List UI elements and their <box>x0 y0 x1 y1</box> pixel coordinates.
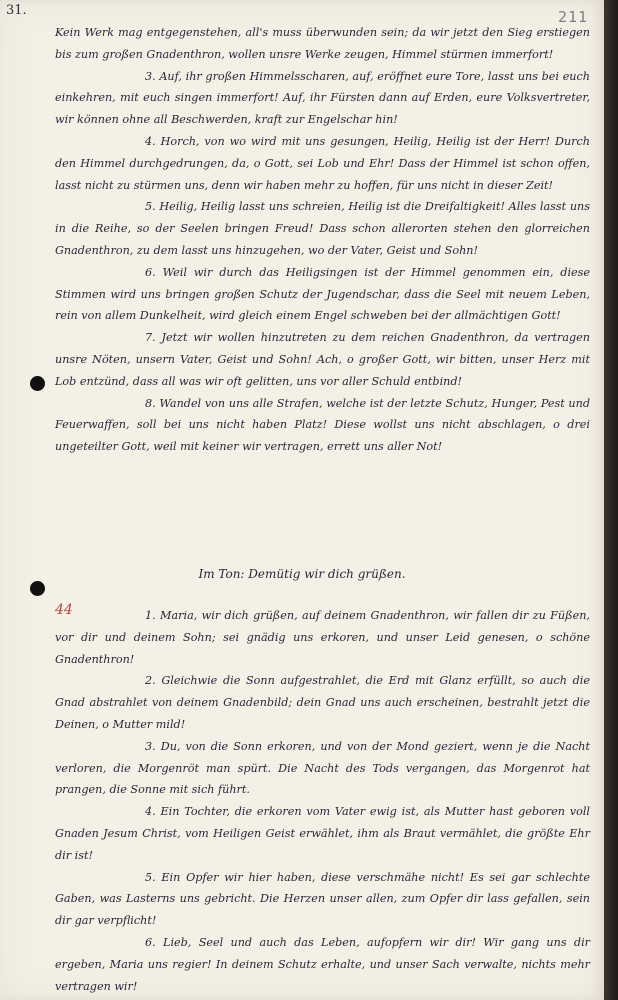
stanza-7: 7. Jetzt wir wollen hinzutreten zu dem reichen Gnadenthron, da vertragen unsre Nöten, unsern Vater, Geist und Sohn! Ach, o großer Gott, wir bitten, unser Herz mit Lob entzünd, dass all was wir oft gelitten, uns vor aller Schuld entbind! <box>55 331 590 388</box>
stanza-3: 3. Auf, ihr großen Himmelsscharen, auf, eröffnet eure Tore, lasst uns bei euch einkehren, mit euch singen immerfort! Auf, ihr Fürsten dann auf Erden, eure Volksvertreter, wir können ohne all Beschwerden, kraft zur Engelschar hin! <box>55 69 590 127</box>
stanza-5: 5. Heilig, Heilig lasst uns schreien, Heilig ist die Dreifaltigkeit! Alles lasst uns in die Reihe, so der Seelen bringen Freud! Dass schon allerorten stehen den glorreichen Gnadenthron, zu dem lasst uns hinzugehen, wo der Vater, Geist und Sohn! <box>55 200 590 257</box>
page-number: 31. <box>6 3 27 18</box>
stanza-2: 2. Gleichwie die Sonn aufgestrahlet, die Erd mit Glanz erfüllt, so auch die Gnad abstrahlet von deinem Gnadenbild; dein Gnad uns auch erscheinen, bestrahlt jetzt die Deinen, o Mutter mild! <box>55 674 590 731</box>
stanza-4: 4. Horch, von wo wird mit uns gesungen, Heilig, Heilig ist der Herr! Durch den Himmel durchgedrungen, da, o Gott, sei Lob und Ehr! Dass der Himmel ist schon offen, lasst nicht zu stürmen uns, denn wir haben mehr zu hoffen, für uns nicht in dieser Zeit! <box>55 134 590 192</box>
hymn-heading: Im Ton: Demütig wir dich grüßen. <box>198 567 406 581</box>
margin-note: 44 <box>55 602 73 618</box>
hymn-part-one <box>55 22 590 458</box>
stanza-1: 1. Maria, wir dich grüßen, auf deinem Gnadenthron, wir fallen dir zu Füßen, vor dir und deinem Sohn; sei gnädig uns erkoren, und unser Leid genesen, o schöne Gnadenthron! <box>55 609 590 666</box>
archive-number: 211 <box>558 8 589 26</box>
stanza-8: 8. Wandel von uns alle Strafen, welche ist der letzte Schutz, Hunger, Pest und Feuerwaffen, soll bei uns nicht haben Platz! Diese wollst uns nicht abschlagen, o drei ungeteilter Gott, weil mit keiner wir vertragen, errett uns aller Not! <box>55 396 590 454</box>
stanza-3: 3. Du, von die Sonn erkoren, und von der Mond geziert, wenn je die Nacht verloren, die Morgenröt man spürt. Die Nacht des Tods vergangen, das Morgenrot hat prangen, die Sonne mit sich führt. <box>55 739 590 797</box>
stanza-5: 5. Ein Opfer wir hier haben, diese verschmähe nicht! Es sei gar schlechte Gaben, was Lasterns uns gebricht. Die Herzen unser allen, zum Opfer dir lass gefallen, sein dir gar verpflicht! <box>55 870 590 928</box>
punch-hole <box>30 581 45 596</box>
hymn-part-two <box>55 605 590 997</box>
stanza-6: 6. Lieb, Seel und auch das Leben, aufopfern wir dir! Wir gang uns dir ergeben, Maria uns regier! In deinem Schutz erhalte, und unser Sach verwalte, nichts mehr vertragen wir! <box>55 935 590 993</box>
scan-edge <box>604 0 618 1000</box>
stanza-4: 4. Ein Tochter, die erkoren vom Vater ewig ist, als Mutter hast geboren voll Gnaden Jesum Christ, vom Heiligen Geist erwählet, ihm als Braut vermählet, die größte Ehr dir ist! <box>55 805 590 862</box>
stanza-continuation: Kein Werk mag entgegenstehen, all's muss überwunden sein; da wir jetzt den Sieg erstiegen bis zum großen Gnadenthron, wollen unsre Werke zeugen, Himmel stürmen immerfort! <box>55 26 590 61</box>
punch-hole <box>30 376 45 391</box>
stanza-6: 6. Weil wir durch das Heiligsingen ist der Himmel genommen ein, diese Stimmen wird uns bringen großen Schutz der Jugendschar, dass die Seel mit neuem Leben, rein von allem Dunkelheit, wird gleich einem Engel schweben bei der allmächtigen Gott! <box>55 265 590 323</box>
